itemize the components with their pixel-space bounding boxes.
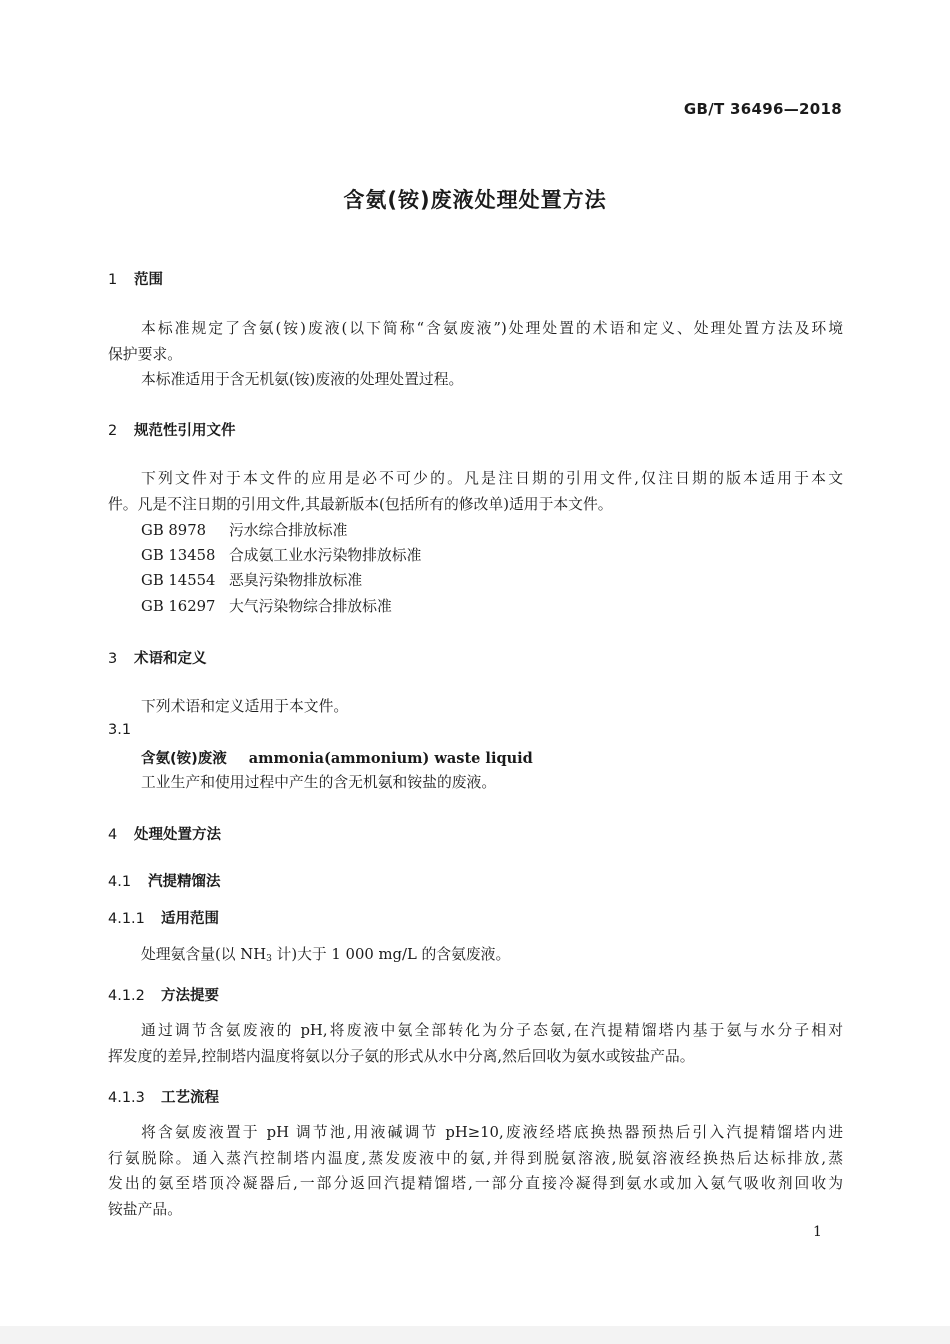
term-definition: 工业生产和使用过程中产生的含无机氨和铵盐的废液。 — [141, 774, 497, 791]
section-number: 3 — [108, 651, 118, 667]
reference-code: GB 13458 — [141, 547, 216, 564]
subsection-4-1-3-heading — [108, 1086, 219, 1107]
term-english: ammonia(ammonium) waste liquid — [248, 750, 533, 767]
reference-name: 污水综合排放标准 — [229, 522, 348, 539]
section-title: 处理处置方法 — [134, 827, 221, 843]
section-title: 范围 — [134, 272, 163, 288]
text-part: 计)大于 1 000 mg/L 的含氨废液。 — [271, 946, 511, 963]
subsection-number: 4.1.2 — [108, 988, 145, 1004]
reference-code: GB 8978 — [141, 522, 207, 539]
text-part: 处理氨含量(以 NH — [141, 946, 267, 963]
paragraph-line: 保护要求。 — [108, 345, 182, 363]
subsection-4-1-1-heading — [108, 907, 219, 928]
subsection-4-1-2-heading — [108, 984, 219, 1005]
paragraph-line: 将含氨废液置于 pH 调节池,用液碱调节 pH≥10,废液经塔底换热器预热后引入汽提精馏塔内进 — [141, 1124, 843, 1141]
paragraph-line: 行氨脱除。通入蒸汽控制塔内温度,蒸发废液中的氨,并得到脱氨溶液,脱氨溶液经换热后达标排放,蒸 — [108, 1149, 843, 1167]
section-2-paragraph-1 — [108, 466, 843, 517]
document-title: 含氨(铵)废液处理处置方法 — [343, 188, 607, 212]
subsection-4-1-2-text — [108, 1018, 843, 1069]
section-3-paragraph-1: 下列术语和定义适用于本文件。 — [141, 698, 349, 715]
term-number: 3.1 — [108, 722, 132, 738]
section-1-paragraph-2: 本标准适用于含无机氨(铵)废液的处理处置过程。 — [141, 371, 464, 388]
reference-name: 恶臭污染物排放标准 — [229, 572, 363, 589]
page-number: 1 — [813, 1224, 822, 1240]
section-1-heading — [108, 268, 163, 289]
subscript: 3 — [266, 954, 272, 964]
subsection-4-1-3-text — [108, 1120, 843, 1222]
reference-item — [141, 519, 347, 540]
reference-item — [141, 544, 421, 565]
paragraph-line: 发出的氨至塔顶冷凝器后,一部分返回汽提精馏塔,一部分直接冷凝得到氨水或加入氨气吸收剂回收为 — [108, 1175, 843, 1192]
section-1-paragraph-1 — [108, 316, 843, 367]
subsection-4-1-1-text — [141, 942, 510, 973]
reference-item — [141, 595, 392, 616]
subsection-title: 方法提要 — [161, 988, 219, 1004]
term-chinese: 含氨(铵)废液 — [141, 751, 227, 767]
reference-name: 合成氨工业水污染物排放标准 — [229, 547, 422, 564]
section-2-heading — [108, 419, 236, 440]
subsection-title: 工艺流程 — [161, 1090, 219, 1106]
paragraph-line: 下列文件对于本文件的应用是必不可少的。凡是注日期的引用文件,仅注日期的版本适用于本文 — [141, 470, 843, 487]
section-title: 术语和定义 — [134, 651, 207, 667]
subsection-title: 汽提精馏法 — [148, 874, 221, 890]
section-number: 4 — [108, 827, 118, 843]
subsection-number: 4.1.3 — [108, 1090, 145, 1106]
section-4-heading — [108, 823, 221, 844]
standard-number: GB/T 36496—2018 — [683, 100, 842, 118]
paragraph-line: 挥发度的差异,控制塔内温度将氨以分子氨的形式从水中分离,然后回收为氨水或铵盐产品。 — [108, 1047, 695, 1065]
subsection-4-1-heading — [108, 870, 221, 891]
bottom-edge — [0, 1326, 950, 1344]
section-number: 1 — [108, 272, 118, 288]
subsection-number: 4.1.1 — [108, 911, 145, 927]
section-3-heading — [108, 647, 207, 668]
section-number: 2 — [108, 423, 118, 439]
paragraph-line: 本标准规定了含氨(铵)废液(以下简称“含氨废液”)处理处置的术语和定义、处理处置方法及环境 — [141, 320, 843, 337]
section-title: 规范性引用文件 — [134, 423, 236, 439]
subsection-title: 适用范围 — [161, 911, 219, 927]
reference-item — [141, 569, 362, 590]
reference-name: 大气污染物综合排放标准 — [229, 598, 392, 615]
reference-code: GB 16297 — [141, 598, 216, 615]
subsection-number: 4.1 — [108, 874, 132, 890]
reference-code: GB 14554 — [141, 572, 216, 589]
paragraph-line: 通过调节含氨废液的 pH,将废液中氨全部转化为分子态氨,在汽提精馏塔内基于氨与水分子相对 — [141, 1022, 843, 1039]
term-entry — [141, 747, 533, 768]
paragraph-line: 件。凡是不注日期的引用文件,其最新版本(包括所有的修改单)适用于本文件。 — [108, 495, 613, 513]
paragraph-line: 铵盐产品。 — [108, 1200, 182, 1218]
